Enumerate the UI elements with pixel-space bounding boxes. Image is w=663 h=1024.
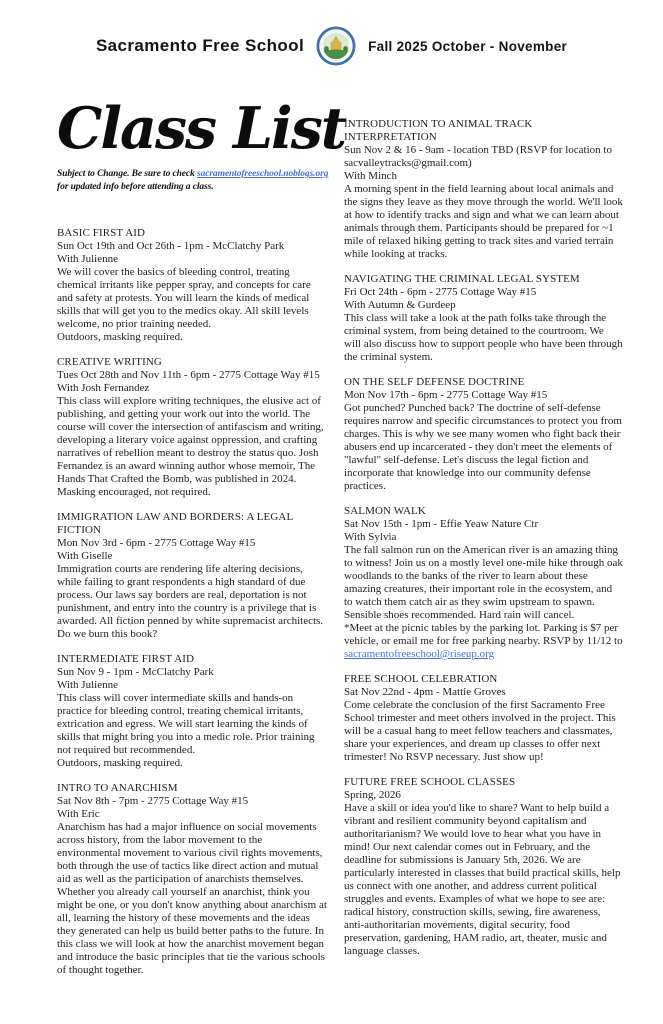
class-text-line: With Julienne [57, 679, 118, 692]
class-text-line: Immigration courts are rendering life altering decisions, while failing to grant respondents a high standard of due process. Our laws say borders are real, deportation is not punishment, and entry into the country is a privilege that is awarded. All fiction penned by white supremacist architects. Do we burn this book? [57, 563, 324, 641]
class-text-line: Sat Nov 8th - 7pm - 2775 Cottage Way #15 [57, 795, 249, 808]
class-text-line: Sat Nov 22nd - 4pm - Mattie Groves [344, 686, 506, 698]
class-text-line: This class will explore writing techniques, the elusive act of publishing, and getting your work out into the world. The course will cover the intersection of antifascism and writing, developing a literary voice against oppression, and crafting narratives of rebellion meant to destroy the status quo. Josh Fernandez is an award winning author whose memoir, The Hands That Crafted the Bomb, was published in 2024. [57, 395, 324, 486]
class-section [344, 505, 623, 661]
note-suffix: for updated info before attending a class. [57, 181, 214, 192]
class-text-line: With Eric [57, 808, 100, 821]
class-text-line: Masking encouraged, not required. [57, 486, 211, 499]
class-title: INTERMEDIATE FIRST AID [57, 653, 195, 666]
class-section [344, 118, 623, 261]
left-column [57, 95, 346, 989]
updates-link[interactable]: sacramentofreeschool.noblogs.org [196, 169, 329, 180]
class-section [344, 776, 623, 958]
class-text-line: Sun Nov 9 - 1pm - McClatchy Park [57, 666, 214, 679]
class-text-line: Sun Nov 2 & 16 - 9am - location TBD (RSVP for location to sacvalleytracks@gmail.com) [344, 144, 612, 169]
class-text-line: With Sylvia [344, 531, 397, 543]
class-text-line: *Meet at the picnic tables by the parking lot. Parking is $7 per vehicle, or email me for free parking nearby. RSVP by 11/12 to sacramentofreeschool@riseup.org [344, 622, 623, 660]
class-text-line: With Julienne [57, 253, 118, 266]
left-class-list [57, 227, 327, 977]
class-title: FUTURE FREE SCHOOL CLASSES [344, 776, 516, 788]
class-text-line: With Giselle [57, 550, 113, 563]
class-section [57, 227, 327, 344]
class-text-line: A morning spent in the field learning about local animals and the signs they leave as they move through the world. We'll look at how to identify tracks and sign and what we can learn about animals through them. Participants should be prepared for ~1 mile of relaxed hiking getting to track sites and varied terrain while looking at tracks. [344, 183, 623, 260]
class-text-line: Come celebrate the conclusion of the first Sacramento Free School trimester and meet others involved in the project. This will be a casual hang to meet fellow teachers and classmates, share your experiences, and dream up classes to offer next trimester! No RSVP necessary. Just show up! [344, 699, 616, 763]
class-section [57, 653, 327, 770]
class-title: INTRO TO ANARCHISM [57, 782, 178, 795]
right-column [344, 118, 623, 970]
class-text-line: Got punched? Punched back? The doctrine of self-defense requires narrow and specific circumstances to protect you from charges. This is why we see many women who fight back their abusers end up incarcerated - they don't meet the elements of "lawful" self-defense. Let's discuss the legal fiction and incorporate that knowledge into our community defense practices. [344, 402, 622, 492]
class-title: FREE SCHOOL CELEBRATION [344, 673, 498, 685]
class-text-line: With Minch [344, 170, 398, 182]
school-seal-icon [316, 26, 356, 66]
class-text-line: The fall salmon run on the American river is an amazing thing to witness! Join us on a mostly level one-mile hike through oak woodlands to the banks of the river to learn about these amazing creatures, their important role in the ecosystem, and to watch them catch air as they swim upstream to spawn. Sensible shoes recommended. Hard rain will cancel. [344, 544, 623, 621]
class-text-line: Outdoors, masking required. [57, 757, 183, 770]
update-note [57, 168, 329, 193]
class-text-line: We will cover the basics of bleeding control, treating chemical irritants like pepper spray, and concepts for care and safety at protests. You will learn the kinds of medical skills that will get you to the medics okay. All skill levels welcome, no prior training needed. [57, 266, 311, 331]
class-section [57, 511, 327, 641]
class-text-line: Sat Nov 15th - 1pm - Effie Yeaw Nature Ctr [344, 518, 539, 530]
class-text-line: Spring, 2026 [344, 789, 401, 801]
class-text-line: Mon Nov 3rd - 6pm - 2775 Cottage Way #15 [57, 537, 256, 550]
class-text-line: With Autumn & Gurdeep [344, 299, 456, 311]
school-name: Sacramento Free School [95, 36, 305, 55]
class-title: NAVIGATING THE CRIMINAL LEGAL SYSTEM [344, 273, 580, 285]
class-section [344, 673, 623, 764]
class-section [344, 273, 623, 364]
class-section [344, 376, 623, 493]
class-text-line: Sun Oct 19th and Oct 26th - 1pm - McClatchy Park [57, 240, 285, 253]
class-text-line: Tues Oct 28th and Nov 11th - 6pm - 2775 Cottage Way #15 [57, 369, 320, 382]
class-text-line: Fri Oct 24th - 6pm - 2775 Cottage Way #15 [344, 286, 537, 298]
class-text-line: Anarchism has had a major influence on social movements across history, from the labor movement to the environmental movement to various civil rights movements, both through the use of tactics like direct action and mutual aid as well as the participation of anarchists themselves. Whether you already call yourself an anarchist, think you might be one, or you don't know anything about anarchism at all, learning the history of these movements and the ideas they generated can help us build better paths to the future. In this class we will look at how the anarchist movement began and introduce the basic principles that tie the various schools of thought together. [57, 821, 327, 977]
class-text-line: Mon Nov 17th - 6pm - 2775 Cottage Way #15 [344, 389, 548, 401]
class-title: BASIC FIRST AID [57, 227, 146, 240]
class-title: SALMON WALK [344, 505, 426, 517]
class-text-line: Outdoors, masking required. [57, 331, 183, 344]
email-link[interactable]: sacramentofreeschool@riseup.org [344, 648, 495, 660]
class-text-line: This class will take a look at the path folks take through the criminal system, from being detained to the courtroom. We will also discuss how to support people who have been through the criminal system. [344, 312, 623, 363]
page-header [0, 26, 663, 66]
class-title: ON THE SELF DEFENSE DOCTRINE [344, 376, 525, 388]
note-prefix: Subject to Change. Be sure to check [57, 169, 197, 180]
class-title: IMMIGRATION LAW AND BORDERS: A LEGAL FICTION [57, 511, 293, 537]
class-section [57, 356, 327, 499]
class-section [57, 782, 327, 977]
class-text-line: This class will cover intermediate skills and hands-on practice for bleeding control, treating chemical irritants, extrication and egress. We will start learning the kinds of skills that might bring you into a medic role. Prior training not required but recommended. [57, 692, 315, 757]
class-text-line: Have a skill or idea you'd like to share? Want to help build a vibrant and resilient community beyond capitalism and authoritarianism? We would love to hear what you have in mind! Our next calendar comes out in February, and the deadline for submissions is January 5th, 2026. We are particularly interested in classes that build practical skills, help us connect with one another, and address current political struggles and events. Examples of what we hope to see are: radical history, construction skills, sewing, fire awareness, anti-authoritarian movements, digital security, food preservation, gardening, HAM radio, art, theater, music and language classes. [344, 802, 621, 957]
page-title: Class List [57, 95, 346, 162]
season-label: Fall 2025 October - November [368, 38, 568, 54]
class-text-line: With Josh Fernandez [57, 382, 150, 395]
class-title: INTRODUCTION TO ANIMAL TRACK INTERPRETATION [344, 118, 533, 143]
class-title: CREATIVE WRITING [57, 356, 162, 369]
